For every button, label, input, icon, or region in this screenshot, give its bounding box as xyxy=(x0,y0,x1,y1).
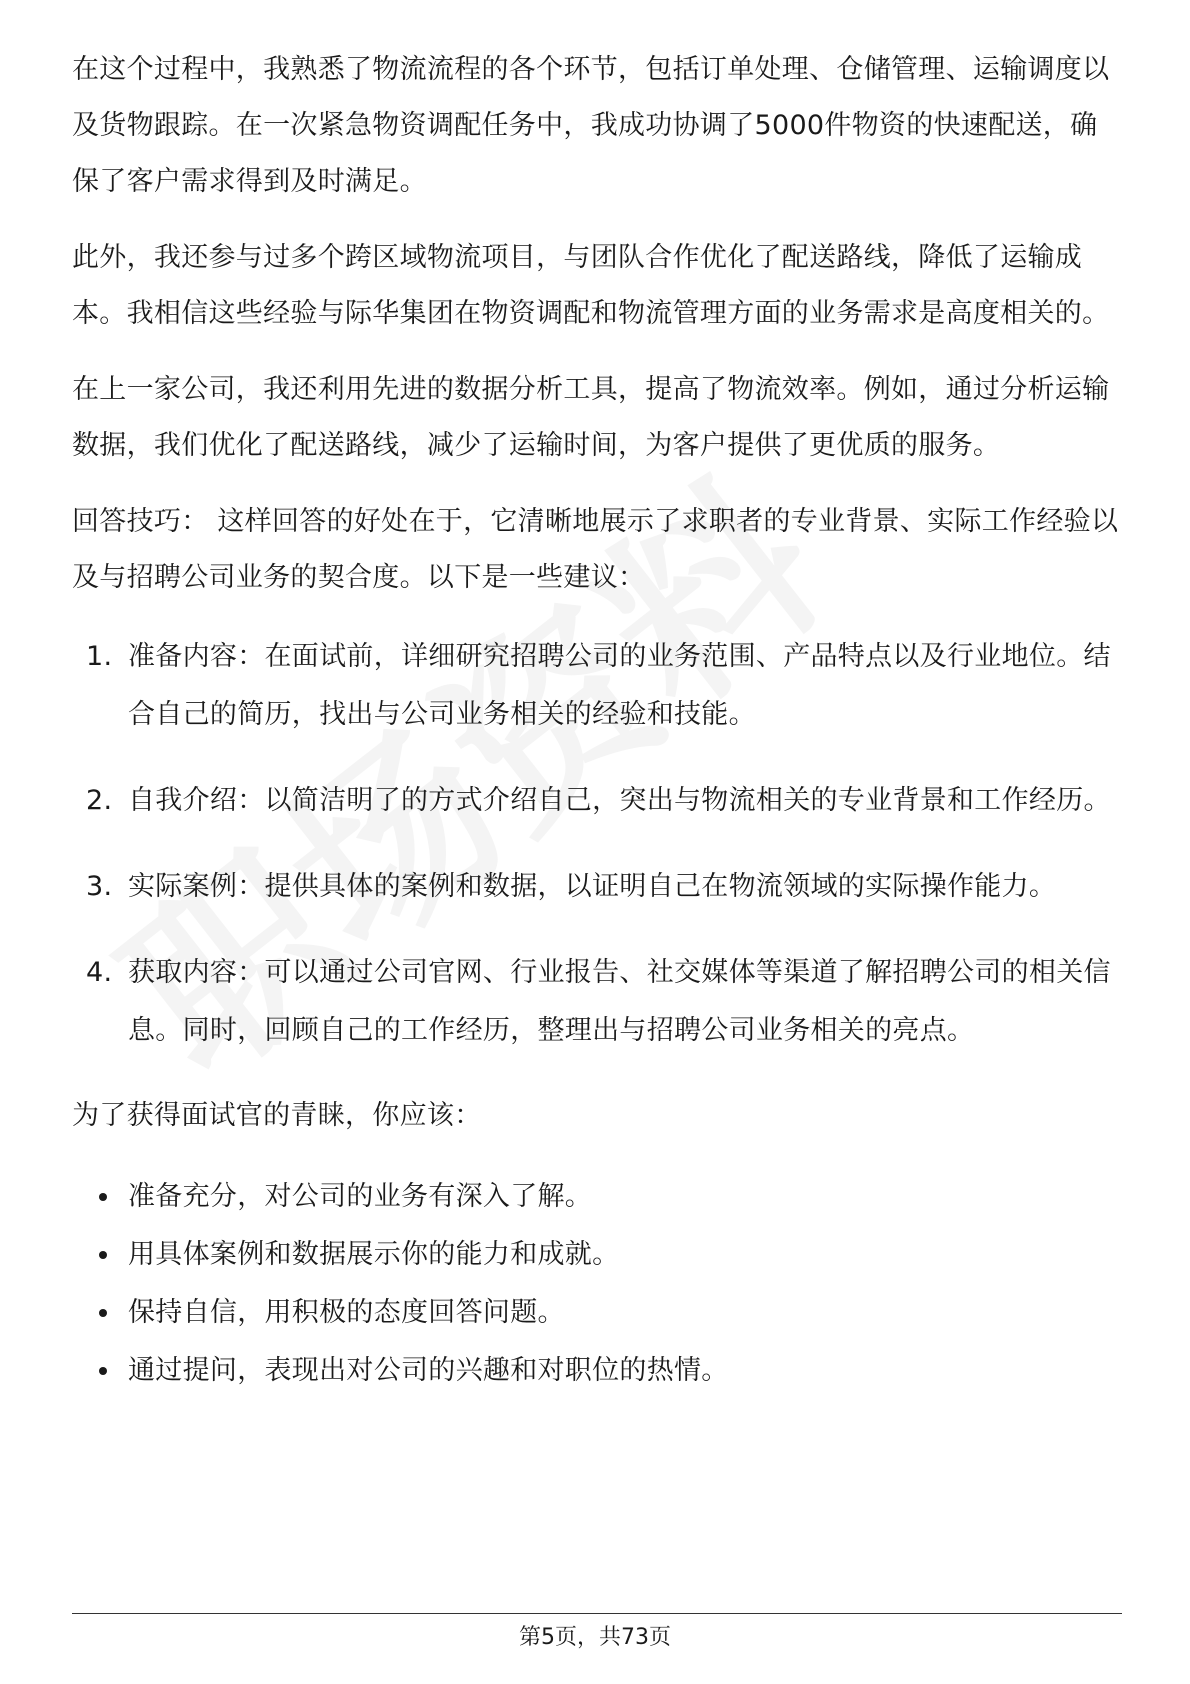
list-number: 3. xyxy=(86,871,113,902)
bullets-intro: 为了获得面试官的青睐，你应该： xyxy=(72,1100,482,1131)
paragraph-projects: 此外，我还参与过多个跨区域物流项目，与团队合作优化了配送路线，降低了运输成本。我相信这些经验与际华集团在物资调配和物流管理方面的业务需求是高度相关的。 xyxy=(72,242,1110,329)
bullet-item xyxy=(72,1342,1122,1400)
list-item xyxy=(72,772,1122,830)
page-content xyxy=(72,42,1122,1400)
bullet-dot-icon xyxy=(99,1367,107,1375)
footer-divider xyxy=(72,1613,1122,1614)
bullet-item xyxy=(72,1168,1122,1226)
list-item-text: 准备内容：在面试前，详细研究招聘公司的业务范围、产品特点以及行业地位。结合自己的简历，找出与公司业务相关的经验和技能。 xyxy=(128,641,1111,730)
list-item-text: 自我介绍：以简洁明了的方式介绍自己，突出与物流相关的专业背景和工作经历。 xyxy=(128,785,1111,816)
list-item-text: 获取内容：可以通过公司官网、行业报告、社交媒体等渠道了解招聘公司的相关信息。同时，回顾自己的工作经历，整理出与招聘公司业务相关的亮点。 xyxy=(128,957,1111,1046)
list-number: 1. xyxy=(86,641,113,672)
bullet-text: 准备充分，对公司的业务有深入了解。 xyxy=(128,1181,593,1212)
paragraph-answer-tips: 回答技巧： 这样回答的好处在于，它清晰地展示了求职者的专业背景、实际工作经验以及与招聘公司业务的契合度。以下是一些建议： xyxy=(72,506,1119,593)
list-item xyxy=(72,944,1122,1060)
bullet-item xyxy=(72,1284,1122,1342)
list-item xyxy=(72,858,1122,916)
list-item xyxy=(72,628,1122,744)
bullet-item xyxy=(72,1226,1122,1284)
bullet-text: 保持自信，用积极的态度回答问题。 xyxy=(128,1297,565,1328)
bullet-text: 用具体案例和数据展示你的能力和成就。 xyxy=(128,1239,620,1270)
paragraph-data-analysis: 在上一家公司，我还利用先进的数据分析工具，提高了物流效率。例如，通过分析运输数据，我们优化了配送路线，减少了运输时间，为客户提供了更优质的服务。 xyxy=(72,374,1110,461)
bullet-text: 通过提问，表现出对公司的兴趣和对职位的热情。 xyxy=(128,1355,729,1386)
bullet-dot-icon xyxy=(99,1251,107,1259)
bullet-dot-icon xyxy=(99,1309,107,1317)
list-number: 4. xyxy=(86,957,113,988)
paragraph-process: 在这个过程中，我熟悉了物流流程的各个环节，包括订单处理、仓储管理、运输调度以及货物跟踪。在一次紧急物资调配任务中，我成功协调了5000件物资的快速配送，确保了客户需求得到及时满足。 xyxy=(72,54,1110,197)
page-number: 第5页，共73页 xyxy=(519,1625,671,1650)
list-item-text: 实际案例：提供具体的案例和数据，以证明自己在物流领域的实际操作能力。 xyxy=(128,871,1057,902)
bullet-dot-icon xyxy=(99,1193,107,1201)
list-number: 2. xyxy=(86,785,113,816)
bullet-list xyxy=(72,1168,1122,1400)
numbered-list xyxy=(72,628,1122,1060)
